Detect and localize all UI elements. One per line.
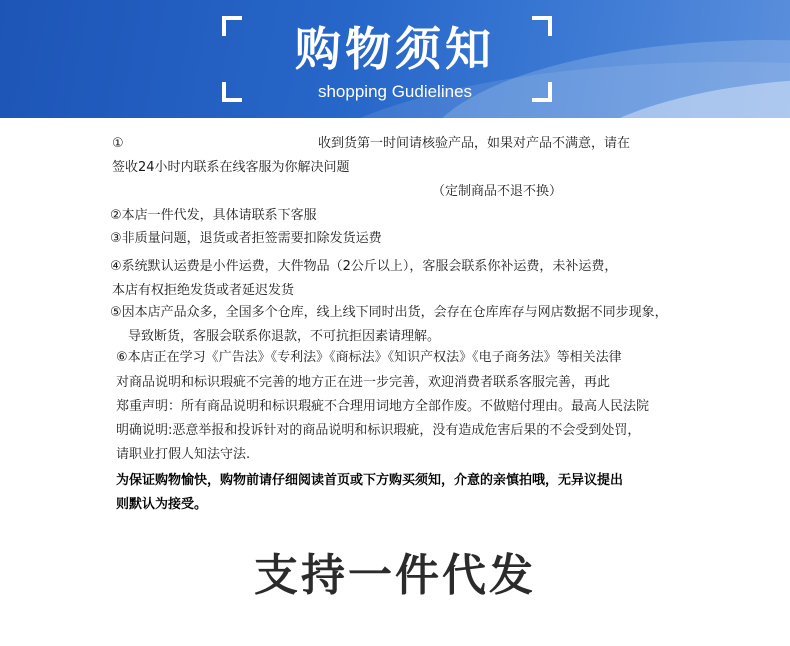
banner-subtitle: shopping Gudielines	[317, 82, 473, 101]
banner-title: 购物须知	[295, 22, 495, 76]
note-6-line-b: 对商品说明和标识瑕疵不完善的地方正在进一步完善，欢迎消费者联系客服完善，再此	[116, 375, 611, 390]
footer-title: 支持一件代发	[254, 550, 536, 601]
note-6-line-d: 明确说明:恶意举报和投诉针对的商品说明和标识瑕疵，没有造成危害后果的不会受到处罚，	[116, 423, 641, 438]
bracket-top-left-decoration	[222, 16, 242, 36]
note-1-line-c: （定制商品不退不换）	[432, 184, 563, 199]
note-1-line-a: 收到货第一时间请核验产品，如果对产品不满意，请在	[318, 136, 631, 151]
bracket-bottom-left-decoration	[222, 82, 242, 102]
notice-line-1: 为保证购物愉快，购物前请仔细阅读首页或下方购买须知，介意的亲慎拍哦，无异议提出	[116, 473, 624, 488]
note-4-line-b: 本店有权拒绝发货或者延迟发货	[112, 283, 295, 298]
note-5-line-b: 导致断货，客服会联系你退款，不可抗拒因素请理解。	[128, 329, 441, 344]
note-5-line-a: ⑤因本店产品众多，全国多个仓库，线上线下同时出货，会存在仓库库存与网店数据不同步现象，	[110, 305, 668, 320]
note-1-marker: ①	[112, 136, 124, 151]
note-6-line-e: 请职业打假人知法守法.	[116, 447, 251, 462]
notice-line-2: 则默认为接受。	[116, 497, 208, 512]
note-2: ②本店一件代发，具体请联系下客服	[110, 208, 317, 223]
note-3: ③非质量问题，退货或者拒签需要扣除发货运费	[110, 231, 382, 246]
header-banner	[0, 0, 790, 118]
note-6-line-c: 郑重声明：所有商品说明和标识瑕疵不合理用词地方全部作废。不做赔付理由。最高人民法院	[116, 399, 650, 414]
note-6-line-a: ⑥本店正在学习《广告法》《专利法》《商标法》《知识产权法》《电子商务法》等相关法律	[116, 350, 622, 365]
note-1-line-b: 签收24小时内联系在线客服为你解决问题	[112, 160, 350, 175]
note-4-line-a: ④系统默认运费是小件运费，大件物品（2公斤以上），客服会联系你补运费，未补运费，	[110, 259, 618, 274]
